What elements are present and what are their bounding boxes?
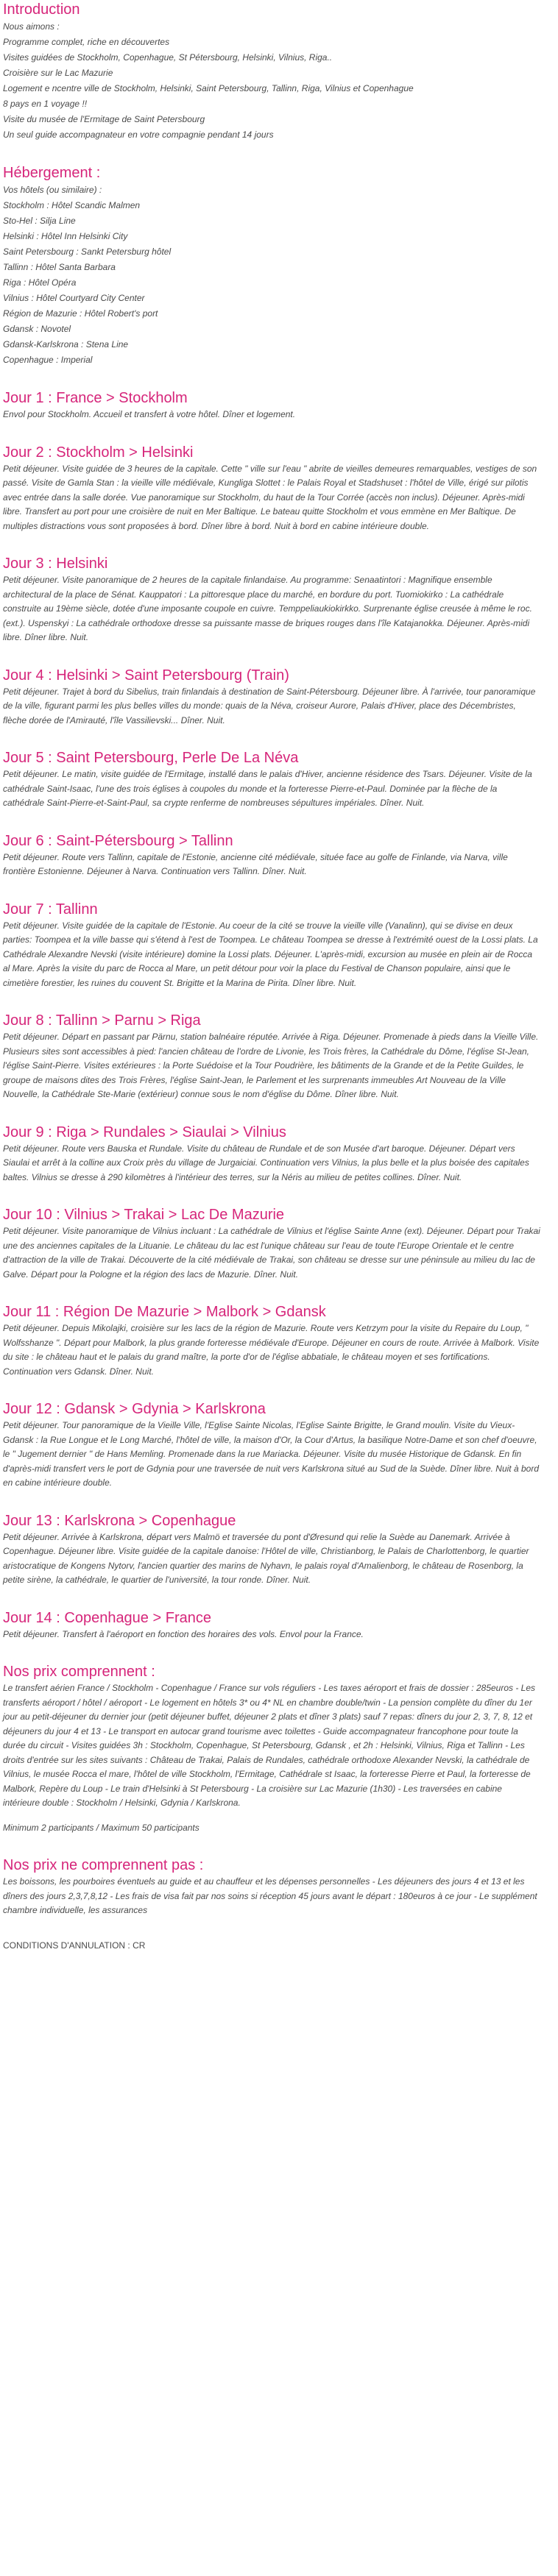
day-1 xyxy=(3,388,540,422)
intro-line: Programme complet, riche en découvertes xyxy=(3,37,170,47)
day-title: Jour 2 : Stockholm > Helsinki xyxy=(3,444,194,461)
day-title: Jour 3 : Helsinki xyxy=(3,556,108,572)
day-8 xyxy=(3,1011,540,1102)
day-text: Petit déjeuner. Visite panoramique de 2 heures de la capitale finlandaise. Au programme: Senaatintori : Magnifique ensemble architectural de la place de Sénat. Kauppatori : La pittoresque place du marché, en bordure du port. Tuomiokirko : La cathédrale construite au 19ème siècle, dotée d'une imposante coupole en cuivre. Temppeliaukiokirkko. Surprenante église creusée à même le roc. (ext.). Uspenskyi : La cathédrale orthodoxe dresse sa puissante masse de briques rouges dans l'île Katajanokka. Déjeuner. Après-midi libre. Dîner libre. Nuit. xyxy=(3,575,532,642)
hotel-line: Copenhague : Imperial xyxy=(3,355,93,365)
day-text: Petit déjeuner. Le matin, visite guidée de l'Ermitage, installé dans le palais d'Hiver, ancienne résidence des Tsars. Déjeuner. Visite de la cathédrale Saint-Isaac, l'une des trois églises à coupoles du monde et la forteresse Pierre-et-Paul. Dominée par la flèche de la cathédrale Saint-Pierre-et-Saint-Paul, sa crypte renferme de nombreuses sépultures impériales. Dîner. Nuit. xyxy=(3,769,532,808)
day-2 xyxy=(3,443,540,534)
day-text: Petit déjeuner. Trajet à bord du Sibelius, train finlandais à destination de Saint-Pétersbourg. Déjeuner libre. À l'arrivée, tour panoramique de la ville, figurant parmi les plus belles villes du monde: quais de la Néva, croiseur Aurore, Palais d'Hiver, place des Décembristes, flèche dorée de l'Amirauté, l'île Vassilievski... Dîner. Nuit. xyxy=(3,686,536,725)
prix-comprennent-text: Le transfert aérien France / Stockholm - Copenhague / France sur vols réguliers - Les taxes aéroport et frais de dossier : 285euros - Les transferts aéroport / hôtel / aéroport - Le logement en hôtels 3* ou 4* NL en chambre double/twin - La pension complète du dîner du 1er jour au petit-déjeuner du dernier jour (petit déjeuner buffet, déjeuner 2 plats et dîner 3 plats) sauf 7 repas: dîners du jour 2, 3, 7, 8, 12 et déjeuners du jour 4 et 13 - Le transport en autocar grand tourisme avec toilettes - Guide accompagnateur francophone pour toute la durée du circuit - Visites guidées 3h : Stockholm, Copenhague, St Petersbourg, Gdansk , et 2h : Helsinki, Vilnius, Riga et Tallinn - Les droits d'entrée sur les sites suivants : Château de Trakai, Palais de Rundales, cathédrale orthodoxe Alexander Nevski, la cathédrale de Vilnius, le musée Rocca el mare, l'hôtel de ville Stockholm, l'Ermitage, Cathédrale st Isaac, la forteresse Pierre et Paul, la forteresse de Malbork, Repère du Loup - Le train d'Helsinki à St Petersbourg - La croisière sur Lac Mazurie (1h30) - Les traversées en cabine intérieure double : Stockholm / Helsinki, Gdynia / Karlskrona. xyxy=(3,1683,536,1808)
day-text: Petit déjeuner. Départ en passant par Pärnu, station balnéaire réputée. Arrivée à Riga. Déjeuner. Promenade à pieds dans la Vieille Ville. Plusieurs sites sont accessibles à pied: l'ancien château de l'ordre de Livonie, les Trois frères, la Cathédrale du Dôme, l'église St-Jean, l'église Saint-Pierre. Visites extérieures : la Porte Suédoise et la Tour Poudrière, les bâtiments de la Grande et de la Petite Guildes, le groupe de maisons dites des Trois Frères, l'église Saint-Jean, le Parlement et les surprenants immeubles Art Nouveau de la Ville Nouvelle, la Cathédrale Ste-Marie (extérieur) connue sous le nom d'église du Dôme. Dîner libre. Nuit. xyxy=(3,1032,539,1099)
day-title: Jour 8 : Tallinn > Parnu > Riga xyxy=(3,1012,201,1029)
hotel-line: Région de Mazurie : Hôtel Robert's port xyxy=(3,308,158,319)
day-title: Jour 11 : Région De Mazurie > Malbork > Gdansk xyxy=(3,1304,326,1320)
intro-line: 8 pays en 1 voyage !! xyxy=(3,99,88,109)
day-9 xyxy=(3,1123,540,1185)
day-11 xyxy=(3,1302,540,1379)
day-text: Petit déjeuner. Tour panoramique de la Vieille Ville, l'Eglise Sainte Nicolas, l'Eglise Sainte Brigitte, le Grand moulin. Visite du Vieux-Gdansk : la Rue Longue et le Long Marché, l'hôtel de ville, la maison d'Or, la Cour d'Artus, la basilique Notre-Dame et son chef d'oeuvre, le " Jugement dernier " de Hans Memling. Promenade dans la rue Mariacka. Déjeuner. Visite du musée Historique de Gdansk. En fin d'après-midi transfert vers le port de Gdynia pour une traversée de nuit vers Karlskrona situé au Sud de la Suède. Dîner libre. Nuit à bord en cabine intérieure double. xyxy=(3,1420,540,1488)
prix-pas-section xyxy=(3,1856,540,1918)
hotel-line: Tallinn : Hôtel Santa Barbara xyxy=(3,262,116,272)
day-5 xyxy=(3,748,540,811)
day-text: Petit déjeuner. Depuis Mikolajki, croisière sur les lacs de la région de Mazurie. Route vers Ketrzym pour la visite du Repaire du Loup, " Wolfsshanze ". Départ pour Malbork, la plus grande forteresse médiévale d'Europe. Déjeuner en cours de route. Arrivée à Malbork. Visite du site : le château haut et le palais du grand maître, la porte d'or de l'église abbatiale, le château moyen et ses fortifications. Continuation vers Gdansk. Dîner. Nuit. xyxy=(3,1323,540,1377)
day-10 xyxy=(3,1205,540,1282)
prix-pas-text: Les boissons, les pourboires éventuels au guide et au chauffeur et les dépenses personnelles - Les déjeuners des jours 4 et 13 et les dîners des jours 2,3,7,8,12 - Les frais de visa fait par nos soins si réception 45 jours avant le départ : 180euros à ce jour - Le supplément chambre individuelle, les assurances xyxy=(3,1876,537,1915)
day-title: Jour 6 : Saint-Pétersbourg > Tallinn xyxy=(3,832,233,849)
day-title: Jour 1 : France > Stockholm xyxy=(3,390,188,406)
day-text: Petit déjeuner. Transfert à l'aéroport en fonction des horaires des vols. Envol pour la France. xyxy=(3,1628,364,1639)
day-13 xyxy=(3,1511,540,1588)
intro-heading: Introduction xyxy=(3,1,80,18)
prix-comprennent-section xyxy=(3,1662,540,1835)
hotel-line: Gdansk-Karlskrona : Stena Line xyxy=(3,339,129,350)
day-title: Jour 13 : Karlskrona > Copenhague xyxy=(3,1512,236,1529)
hotel-line: Riga : Hôtel Opéra xyxy=(3,277,77,288)
intro-line: Logement e ncentre ville de Stockholm, Helsinki, Saint Petersbourg, Tallinn, Riga, Vilnius et Copenhague xyxy=(3,83,414,93)
day-text: Petit déjeuner. Route vers Tallinn, capitale de l'Estonie, ancienne cité médiévale, située face au golfe de Finlande, via Narva, ville frontière Estonienne. Déjeuner à Narva. Continuation vers Tallinn. Dîner. Nuit. xyxy=(3,851,508,876)
intro-line: Visite du musée de l'Ermitage de Saint Petersbourg xyxy=(3,114,205,124)
intro-section xyxy=(3,0,540,143)
conditions-annulation: CONDITIONS D'ANNULATION : CR xyxy=(3,1940,146,1951)
participants-note: Minimum 2 participants / Maximum 50 participants xyxy=(3,1822,199,1833)
day-text: Petit déjeuner. Visite guidée de 3 heures de la capitale. Cette " ville sur l'eau " abrite de vieilles demeures remarquables, vestiges de son passé. Visite de Gamla Stan : la vieille ville médiévale, Kungliga Slottet : le Palais Royal et Stadshuset : l'hôtel de Ville, érigé sur pilotis avec entrée dans la salle dorée. Vue panoramique sur Stockholm, du haut de la Tour Corrée (accès non inclus). Déjeuner. Après-midi libre. Transfert au port pour une croisière de nuit en Mer Baltique. Le bateau quitte Stockholm et vous emmène en Mer Baltique. De multiples distractions vous sont proposées à bord. Dîner libre à bord. Nuit à bord en cabine intérieure double. xyxy=(3,463,537,531)
hotel-line: Helsinki : Hôtel Inn Helsinki City xyxy=(3,231,128,241)
day-text: Envol pour Stockholm. Accueil et transfert à votre hôtel. Dîner et logement. xyxy=(3,409,296,419)
day-title: Jour 14 : Copenhague > France xyxy=(3,1609,211,1626)
hotel-line: Gdansk : Novotel xyxy=(3,324,71,334)
day-text: Petit déjeuner. Visite guidée de la capitale de l'Estonie. Au coeur de la cité se trouve la vieille ville (Vanalinn), qui se divise en deux parties: Toompea et la ville basse qui s'étend à l'est de Toompea. Le château Toompea se dresse à l'extrémité ouest de la Lossi plats. La Cathédrale Alexandre Nevski (visite intérieure) domine la Lossi plats. Déjeuner. L'après-midi, excursion au musée en plein air de Rocca al Mare. Après la visite du parc de Rocca al Mare, un petit détour pour voir la place du Festival de Chanson populaire, ainsi que le cimetière forestier, les ruines du couvent St. Brigitte et la Marina de Pirita. Dîner libre. Nuit. xyxy=(3,920,538,988)
day-title: Jour 10 : Vilnius > Trakai > Lac De Mazurie xyxy=(3,1207,285,1223)
day-title: Jour 9 : Riga > Rundales > Siaulai > Vilnius xyxy=(3,1124,286,1140)
day-text: Petit déjeuner. Arrivée à Karlskrona, départ vers Malmö et traversée du pont d'Øresund qui relie la Suède au Danemark. Arrivée à Copenhague. Déjeuner libre. Visite guidée de la capitale danoise: l'Hôtel de ville, Christianborg, le Palais de Charlottenborg, le quartier aristocratique de Kongens Nytorv, l'ancien quartier des marins de Nyhavn, le palais royal d'Amalienborg, le château de Rosenborg, la petite sirène, la cathédrale, le quartier de l'université, la tour ronde. Dîner. Nuit. xyxy=(3,1531,529,1585)
day-12 xyxy=(3,1399,540,1491)
day-title: Jour 4 : Helsinki > Saint Petersbourg (Train) xyxy=(3,667,289,684)
day-6 xyxy=(3,831,540,879)
prix-comprennent-heading: Nos prix comprennent : xyxy=(3,1664,155,1680)
hotel-line: Vos hôtels (ou similaire) : xyxy=(3,185,102,195)
day-4 xyxy=(3,666,540,728)
intro-list xyxy=(3,19,540,143)
intro-line: Un seul guide accompagnateur en votre compagnie pendant 14 jours xyxy=(3,129,274,140)
hotel-list xyxy=(3,182,540,368)
intro-line: Nous aimons : xyxy=(3,21,60,32)
day-title: Jour 12 : Gdansk > Gdynia > Karlskrona xyxy=(3,1401,266,1417)
day-14 xyxy=(3,1608,540,1642)
intro-line: Croisière sur le Lac Mazurie xyxy=(3,68,113,78)
hebergement-section xyxy=(3,163,540,368)
intro-line: Visites guidées de Stockholm, Copenhague, St Pétersbourg, Helsinki, Vilnius, Riga.. xyxy=(3,52,333,63)
day-title: Jour 7 : Tallinn xyxy=(3,901,98,918)
hotel-line: Stockholm : Hôtel Scandic Malmen xyxy=(3,200,141,210)
prix-pas-heading: Nos prix ne comprennent pas : xyxy=(3,1857,204,1873)
hotel-line: Saint Petersbourg : Sankt Petersburg hôtel xyxy=(3,246,172,257)
day-text: Petit déjeuner. Route vers Bauska et Rundale. Visite du château de Rundale et de son Musée d'art baroque. Déjeuner. Départ vers Siaulai et arrêt à la colline aux Croix près du village de Jurgaiciai. Continuation vers Vilnius, la plus belle et la plus boisée des capitales baltes. Vilnius se dresse à 290 kilomètres à l'intérieur des terres, sur la Néris au milieu de petites collines. Dîner. Nuit. xyxy=(3,1143,529,1182)
day-text: Petit déjeuner. Visite panoramique de Vilnius incluant : La cathédrale de Vilnius et l'église Sainte Anne (ext). Déjeuner. Départ pour Trakai une des anciennes capitales de la Lituanie. Le château du lac est l'unique château sur l'eau de toute l'Europe Orientale et le centre d'attraction de la ville de Trakai. Découverte de la cité médiévale de Trakai, son château se dresse sur une péninsule au milieu du lac de Galve. Départ pour la Pologne et la région des lacs de Mazurie. Dîner. Nuit. xyxy=(3,1226,540,1280)
day-7 xyxy=(3,900,540,991)
hebergement-heading: Hébergement : xyxy=(3,165,101,181)
day-3 xyxy=(3,554,540,645)
day-title: Jour 5 : Saint Petersbourg, Perle De La Néva xyxy=(3,750,299,766)
hotel-line: Vilnius : Hôtel Courtyard City Center xyxy=(3,293,145,303)
hotel-line: Sto-Hel : Silja Line xyxy=(3,216,76,226)
